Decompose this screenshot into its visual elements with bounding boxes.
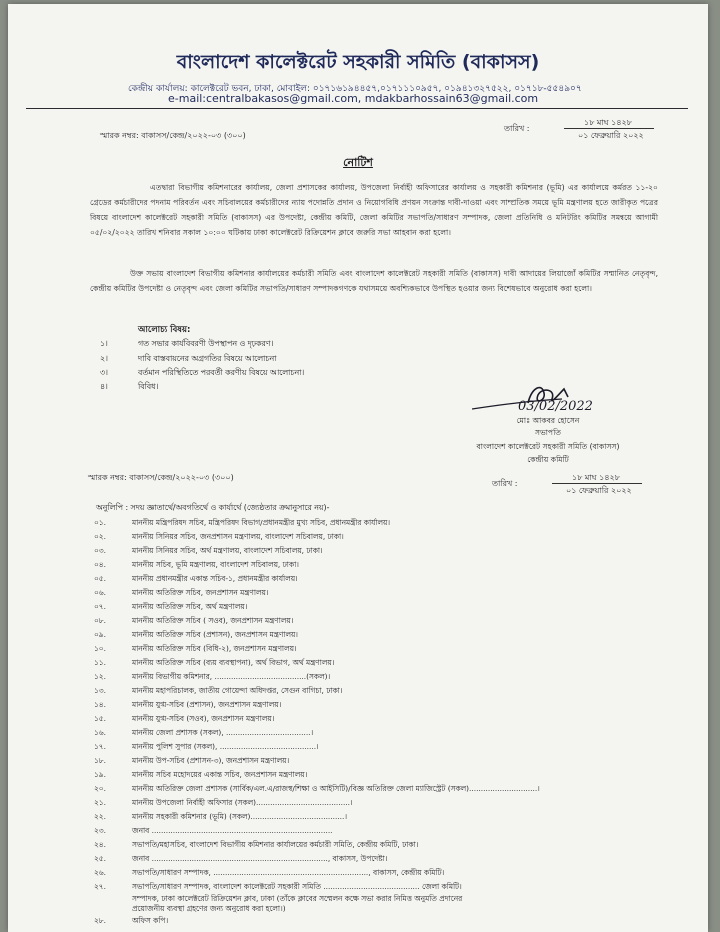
copy-list-item xyxy=(94,700,281,712)
email-line: e-mail:centralbakasos@gmail.com, mdakbarhossain63@gmail.com xyxy=(168,92,539,105)
item-text: মাননীয় জেলা প্রশাসক (সকল), ....................................। xyxy=(132,728,314,737)
item-number: ১১. xyxy=(94,658,106,667)
item-text: মাননীয় বিভাগীয় কমিশনার, .......................................(সকল)। xyxy=(132,672,331,681)
item-text: মাননীয় যুগ্ম-সচিব (সওব), জনপ্রশাসন মন্ত্রণালয়। xyxy=(132,714,275,723)
copy-list-item xyxy=(94,728,313,740)
copy-list-item xyxy=(94,546,323,558)
item-text: মাননীয় মহাপরিচালক, জাতীয় গোয়েন্দা অধিদপ্তর, সেগুন বাগিচা, ঢাকা। xyxy=(132,686,343,695)
memo-date-bottom xyxy=(492,472,652,502)
item-number: ০১. xyxy=(94,518,106,527)
item-text: মাননীয় অতিরিক্ত সচিব, জনপ্রশাসন মন্ত্রণালয়। xyxy=(132,588,269,597)
date-english: ০১ ফেব্রুয়ারি ২০২২ xyxy=(566,486,632,495)
copy-list-item xyxy=(94,770,307,782)
item-text: জনাব ............................................................................. xyxy=(132,826,333,835)
copy-list-item xyxy=(94,588,269,600)
agenda-number: ৩। xyxy=(100,368,108,377)
agenda-text: বর্তমান পরিস্থিতিতে পরবর্তী করণীয় বিষয়ে আলোচনা। xyxy=(138,368,305,377)
agenda-number: ২। xyxy=(100,354,108,363)
copy-list-item xyxy=(94,904,286,916)
item-number: ০৯. xyxy=(94,630,106,639)
copy-list-item xyxy=(94,602,247,614)
item-number: ২০. xyxy=(94,784,106,793)
item-text: সভাপতি/মহাসচিব, বাংলাদেশ বিভাগীয় কমিশনার কার্যালয়ের কর্মচারী সমিতি, কেন্দ্রীয় কমিটি, ঢাকা। xyxy=(132,840,419,849)
organization-title: বাংলাদেশ কালেক্টরেট সহকারী সমিতি (বাকাসস) xyxy=(176,51,540,73)
item-number: ১৯. xyxy=(94,770,106,779)
signatory-organization: বাংলাদেশ কালেক্টরেট সহকারী সমিতি (বাকাসস) xyxy=(476,442,620,451)
agenda-text: গত সভার কার্যবিবরণী উপস্থাপন ও দৃঢ়করণ। xyxy=(138,339,274,348)
notice-document xyxy=(8,4,708,932)
item-text: মাননীয় সিনিয়র সচিব, জনপ্রশাসন মন্ত্রণালয়, বাংলাদেশ সচিবালয়, ঢাকা। xyxy=(132,532,344,541)
item-number: ০৬. xyxy=(94,588,106,597)
date-separator xyxy=(564,128,654,129)
item-number: ২৫. xyxy=(94,854,106,863)
item-text: মাননীয় সচিব মহোদয়ের একান্ত সচিব, জনপ্রশাসন মন্ত্রণালয়। xyxy=(132,770,308,779)
agenda-number: ৪। xyxy=(100,382,108,391)
item-text: মাননীয় অতিরিক্ত সচিব ( সওব), জনপ্রশাসন মন্ত্রণালয়। xyxy=(132,616,294,625)
item-text: মাননীয় অতিরিক্ত সচিব (ব্যয় ব্যবস্থাপনা), অর্থ বিভাগ, অর্থ মন্ত্রণালয়। xyxy=(132,658,335,667)
item-number: ০৭. xyxy=(94,602,106,611)
item-text: অফিস কপি। xyxy=(132,916,169,925)
item-number: ০২. xyxy=(94,532,106,541)
copy-list-item xyxy=(94,574,298,586)
copy-list-item xyxy=(94,840,418,852)
memo-reference-bottom: স্মারক নম্বর: বাকাসস/কেন্দ্র/২০২২-০৩ (৩০০) xyxy=(88,473,234,482)
item-text: সম্পাদক, ঢাকা কালেক্টরেট রিক্রিয়েশন ক্লাব, ঢাকা (তাঁকে ক্লাবের সম্মেলন কক্ষে সভা করার নিমিত্ত অনুমতি প্রদানের xyxy=(132,894,463,903)
signatory-title: সভাপতি xyxy=(535,428,561,437)
agenda-number: ১। xyxy=(100,339,108,348)
signatory-name: মোঃ আকবর হোসেন xyxy=(516,416,580,425)
copy-list-item xyxy=(94,672,330,684)
copy-list-item xyxy=(94,532,344,544)
item-text: মাননীয় মন্ত্রিপরিষদ সচিব, মন্ত্রিপরিষদ বিভাগ/প্রধানমন্ত্রীর মুখ্য সচিব, প্রধানমন্ত্রীর কার্যালয়। xyxy=(132,518,391,527)
copy-list-item xyxy=(94,882,462,894)
header-divider xyxy=(26,108,688,109)
copy-list-item xyxy=(94,916,168,928)
item-text: প্রয়োজনীয় ব্যবস্থা গ্রহণের জন্য অনুরোধ করা হলো।) xyxy=(132,904,286,913)
copy-list-heading: অনুলিপি : সদয় জ্ঞাতার্থে/অবগতির্থে ও কার্যার্থে (জ্যেষ্ঠতার ক্রমানুসারে নয়)- xyxy=(96,503,330,512)
item-text: মাননীয় অতিরিক্ত জেলা প্রশাসক (সার্বিক/এল.এ/রাজস্ব/শিক্ষা ও আইসিটি)/বিজ্ঞ অতিরিক্ত জেলা ম্যাজিস্ট্রেট (সকল).............................। xyxy=(132,784,540,793)
date-label: তারিখ : xyxy=(504,124,530,133)
item-text: মাননীয় পুলিশ সুপার (সকল), .........................................। xyxy=(132,742,319,751)
item-number: ২৮. xyxy=(94,916,106,925)
item-text: মাননীয় সিনিয়র সচিব, অর্থ মন্ত্রণালয়, বাংলাদেশ সচিবালয়, ঢাকা। xyxy=(132,546,323,555)
item-text: মাননীয় অতিরিক্ত সচিব (প্রশাসন), জনপ্রশাসন মন্ত্রণালয়। xyxy=(132,630,298,639)
item-number: ১৭. xyxy=(94,742,106,751)
item-number: ১০. xyxy=(94,644,106,653)
item-number: ০৮. xyxy=(94,616,106,625)
item-number: ২২. xyxy=(94,812,106,821)
copy-list-item xyxy=(94,742,319,754)
copy-list-item xyxy=(94,630,298,642)
item-number: ২৭. xyxy=(94,882,106,891)
item-number: ০৪. xyxy=(94,560,106,569)
item-text: মাননীয় উপ-সচিব (প্রশাসন-৩), জনপ্রশাসন মন্ত্রণালয়। xyxy=(132,756,290,765)
memo-date xyxy=(504,117,664,147)
item-text: মাননীয় প্রধানমন্ত্রীর একান্ত সচিব-১, প্রধানমন্ত্রীর কার্যালয়। xyxy=(132,574,298,583)
notice-paragraph-2: উক্ত সভায় বাংলাদেশ বিভাগীয় কমিশনার কার্যালয়ের কর্মচারী সমিতি এবং বাংলাদেশ কালেক্টরেট সহকারী সমিতি (বাকাসস) দাবী আদায়ের লিয়াজোঁ কমিটির সম্মানিত নেতৃবৃন্দ, কেন্দ্রীয় কমিটির উপদেষ্টা ও নেতৃবৃন্দ এবং জেলা কমিটির সভাপতি/সাধারণ সম্পাদকগণকে যথাসময়ে অবশ্যিকভাবে উপস্থিত হওয়ার জন্য বিশেষভাবে অনুরোধ করা হলো। xyxy=(90,269,658,293)
item-number: ২৪. xyxy=(94,840,106,849)
copy-list-item xyxy=(94,560,299,572)
signature-date: 03/02/2022 xyxy=(518,399,593,414)
item-text: মাননীয় যুগ্ম-সচিব (প্রশাসন), জনপ্রশাসন মন্ত্রণালয়। xyxy=(132,700,282,709)
item-text: সভাপতি/সাধারণ সম্পাদক, .................................................................., বাকাসস, কেন্দ্রীয় কমিটি। xyxy=(132,868,445,877)
notice-paragraph-1: এতদ্বারা বিভাগীয় কমিশনারের কার্যালয়, জেলা প্রশাসকের কার্যালয়, উপজেলা নির্বাহী অফিসারের কার্যালয় ও সহকারী কমিশনার (ভূমি) এর কার্যালয়ে কর্মরত ১১-২০ গ্রেডের কর্মচারীদের পদনাম পরিবর্তন এবং সচিবালয়ের কর্মচারীদের ন্যায় পদোন্নতি প্রদান ও নিয়োগবিধি প্রণয়ন সংক্রান্ত দাবী-দাওয়া এবং সাম্প্রতিক সময়ে ভূমি মন্ত্রণালয় হতে জারীকৃত পত্রের বিষয়ে বাংলাদেশ কালেক্টরেট সহকারী সমিতি (বাকাসস) এর উপদেষ্টা, কেন্দ্রীয় কমিটি, জেলা কমিটির সভাপতি/সাধারণ সম্পাদক, জেলা প্রতিনিধি ও মনিটরিং কমিটির সমন্বয়ে আগামী ০৫/০২/২০২২ তারিখ শনিবার সকাল ১০:০০ ঘটিকায় ঢাকা কালেক্টরেট রিক্রিয়েশন ক্লাবে জরুরি সভা আহবান করা হলো। xyxy=(90,183,658,237)
copy-list-item xyxy=(94,868,444,880)
date-english: ০১ ফেব্রুয়ারি ২০২২ xyxy=(578,131,644,140)
copy-list-item xyxy=(94,798,353,810)
notice-title: নোটিশ xyxy=(343,156,373,169)
item-number: ২৬. xyxy=(94,868,106,877)
date-label: তারিখ : xyxy=(492,479,518,488)
copy-list-item xyxy=(94,784,540,796)
item-text: মাননীয় উপজেলা নির্বাহী অফিসার (সকল)........................................। xyxy=(132,798,353,807)
copy-list-item xyxy=(94,854,387,866)
item-number: ২১. xyxy=(94,798,106,807)
item-number: ১৪. xyxy=(94,700,106,709)
copy-list-item xyxy=(94,658,334,670)
copy-list-item xyxy=(94,686,342,698)
copy-list-item xyxy=(94,812,347,824)
item-number: ১২. xyxy=(94,672,106,681)
item-text: জনাব ..........................................................................., বাকাসস, উপদেষ্টা। xyxy=(132,854,388,863)
agenda-text: দাবি বাস্তবায়নের অগ্রগতির বিষয়ে আলোচনা xyxy=(138,354,277,363)
signatory-committee: কেন্দ্রীয় কমিটি xyxy=(527,455,569,464)
item-text: সভাপতি/সাধারণ সম্পাদক, বাংলাদেশ কালেক্টরেট সহকারী সমিতি ......................................... জেলা কমিটি। xyxy=(132,882,462,891)
copy-list-item xyxy=(94,756,289,768)
item-number: ০৫. xyxy=(94,574,106,583)
date-bangla: ১৮ মাঘ ১৪২৮ xyxy=(572,473,620,482)
item-text: মাননীয় সচিব, ভূমি মন্ত্রণালয়, বাংলাদেশ সচিবালয়, ঢাকা। xyxy=(132,560,299,569)
memo-reference: স্মারক নম্বর: বাকাসস/কেন্দ্র/২০২২-০৩ (৩০০) xyxy=(100,131,246,140)
item-number: ১৫. xyxy=(94,714,106,723)
agenda-heading: আলোচ্য বিষয়: xyxy=(138,325,191,335)
item-number: ১৮. xyxy=(94,756,106,765)
copy-list-item xyxy=(94,644,297,656)
copy-list-item xyxy=(94,616,293,628)
item-number: ২৩. xyxy=(94,826,106,835)
office-address-line: কেন্দ্রীয় কার্যালয়: কালেক্টরেট ভবন, ঢাকা, মোবাইল: ০১৭১৬১৯৪৪৫৭,০১৭১১১০৯৫৭, ০১৯৪১৩২৭৫২২, ০১৭১৮-৫৫৪৯০৭ xyxy=(128,84,582,94)
item-number: ১৬. xyxy=(94,728,106,737)
item-text: মাননীয় অতিরিক্ত সচিব (বিধি-২), জনপ্রশাসন মন্ত্রণালয়। xyxy=(132,644,297,653)
agenda-text: বিবিধ। xyxy=(138,382,159,391)
item-number: ১৩. xyxy=(94,686,106,695)
date-separator xyxy=(552,483,642,484)
copy-list-item xyxy=(94,714,274,726)
date-bangla: ১৮ মাঘ ১৪২৮ xyxy=(584,118,632,127)
item-text: মাননীয় সহকারী কমিশনার (ভূমি) (সকল)........................................। xyxy=(132,812,348,821)
copy-list-item xyxy=(94,518,390,530)
copy-list-item xyxy=(94,826,333,838)
item-number: ০৩. xyxy=(94,546,106,555)
item-text: মাননীয় অতিরিক্ত সচিব, অর্থ মন্ত্রণালয়। xyxy=(132,602,248,611)
